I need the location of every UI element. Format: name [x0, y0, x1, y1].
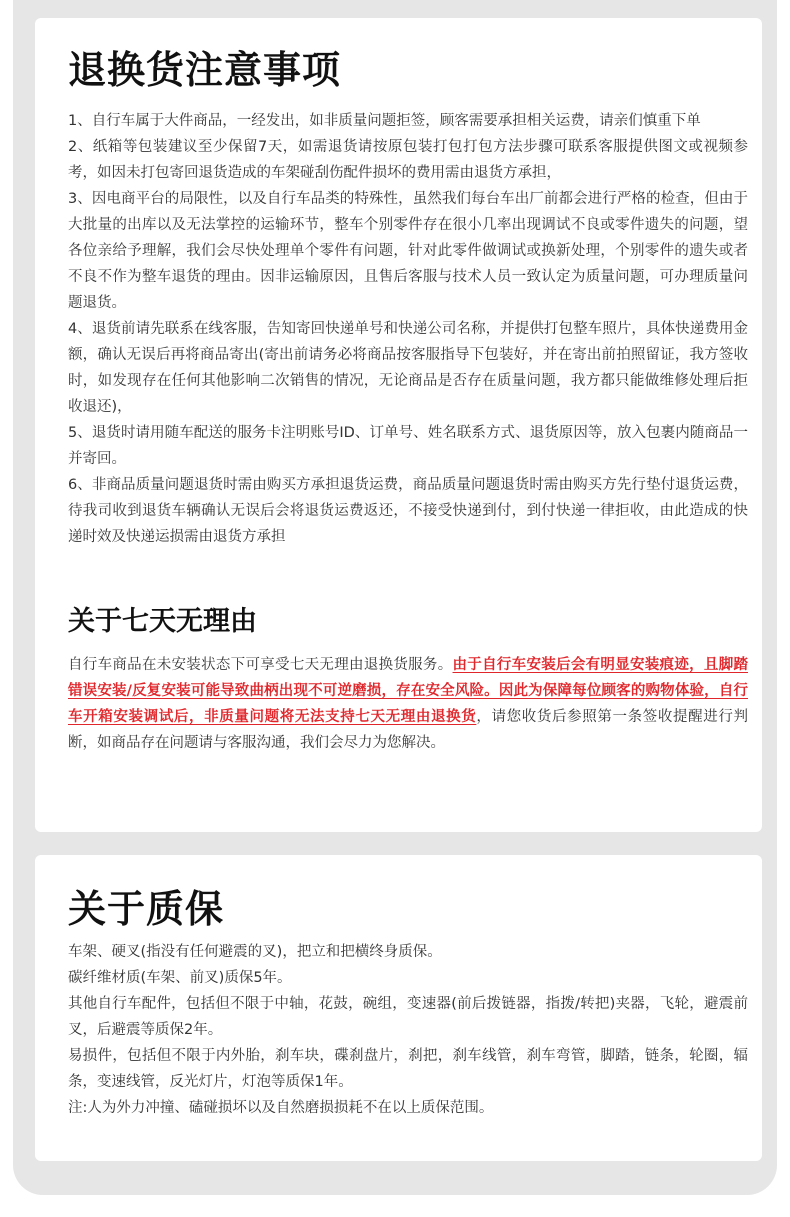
seven-day-text-before: 自行车商品在未安装状态下可享受七天无理由退换货服务。 [68, 657, 453, 673]
returns-item-5: 5、退货时请用随车配送的服务卡注明账号ID、订单号、姓名联系方式、退货原因等，放入包裹内随商品一并寄回。 [68, 425, 748, 467]
returns-item-6: 6、非商品质量问题退货时需由购买方承担退货运费，商品质量问题退货时需由购买方先行垫付退货运费，待我司收到退货车辆确认无误后会将退货运费返还，不接受快递到付，到付快递一律拒收，由此造成的快递时效及快递运损需由退货方承担 [68, 477, 748, 545]
returns-card [35, 18, 762, 832]
seven-day-policy [68, 652, 748, 756]
seven-day-text-after: ，请您收货后参照第一条签收提醒进行判断，如商品存在问题请与客服沟通，我们会尽力为您解决。 [68, 709, 748, 751]
warranty-item-4: 易损件，包括但不限于内外胎，刹车块，碟刹盘片，刹把，刹车线管，刹车弯管，脚踏，链条，轮圈，辐条，变速线管，反光灯片，灯泡等质保1年。 [68, 1048, 748, 1090]
warranty-list [68, 939, 748, 1121]
returns-item-4: 4、退货前请先联系在线客服，告知寄回快递单号和快递公司名称，并提供打包整车照片，具体快递费用金额，确认无误后再将商品寄出(寄出前请务必将商品按客服指导下包装好，并在寄出前拍照留证，我方签收时，如发现存在任何其他影响二次销售的情况，无论商品是否存在质量问题，我方都只能做维修处理后拒收退还)， [68, 321, 748, 415]
returns-title: 退换货注意事项 [68, 48, 342, 92]
seven-day-highlight: 由于自行车安装后会有明显安装痕迹，且脚踏错误安装/反复安装可能导致曲柄出现不可逆磨损，存在安全风险。因此为保障每位顾客的购物体验，自行车开箱安装调试后，非质量问题将无法支持七天无理由退换货 [68, 657, 749, 725]
warranty-item-1: 车架、硬叉(指没有任何避震的叉)，把立和把横终身质保。 [68, 944, 442, 960]
warranty-item-5: 注:人为外力冲撞、磕碰损坏以及自然磨损损耗不在以上质保范围。 [68, 1100, 494, 1116]
returns-list [68, 108, 748, 550]
warranty-title: 关于质保 [68, 887, 225, 931]
returns-item-3: 3、因电商平台的局限性，以及自行车品类的特殊性，虽然我们每台车出厂前都会进行严格的检查，但由于大批量的出库以及无法掌控的运输环节，整车个别零件存在很小几率出现调试不良或零件遗失的问题，望各位亲给予理解，我们会尽快处理单个零件有问题，针对此零件做调试或换新处理，个别零件的遗失或者不良不作为整车退货的理由。因非运输原因，且售后客服与技术人员一致认定为质量问题，可办理质量问题退货。 [68, 191, 748, 311]
seven-day-title: 关于七天无理由 [68, 606, 257, 637]
returns-item-2: 2、纸箱等包装建议至少保留7天，如需退货请按原包装打包打包方法步骤可联系客服提供图文或视频参考，如因未打包寄回退货造成的车架碰刮伤配件损坏的费用需由退货方承担， [68, 139, 748, 181]
returns-item-1: 1、自行车属于大件商品，一经发出，如非质量问题拒签，顾客需要承担相关运费，请亲们慎重下单 [68, 113, 701, 129]
warranty-item-2: 碳纤维材质(车架、前叉)质保5年。 [68, 970, 292, 986]
warranty-card [35, 855, 762, 1161]
warranty-item-3: 其他自行车配件，包括但不限于中轴，花鼓，碗组，变速器(前后拨链器，指拨/转把)夹器，飞轮，避震前叉，后避震等质保2年。 [68, 996, 748, 1038]
